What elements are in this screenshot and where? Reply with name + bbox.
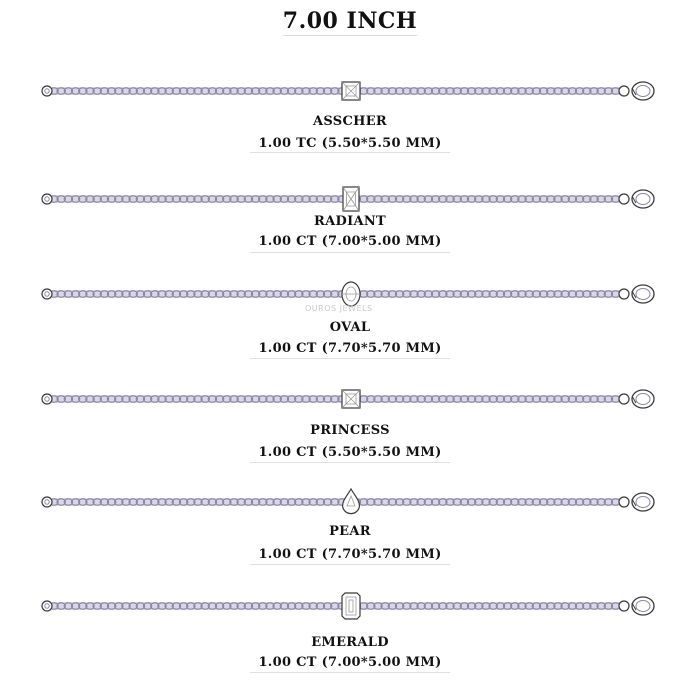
bracelet-spec: 1.00 CT (7.00*5.00 MM): [258, 655, 442, 670]
bracelet-spec: 1.00 CT (7.70*5.70 MM): [258, 341, 442, 356]
bracelet-chain: [40, 76, 660, 106]
pear-gem-icon: [343, 489, 360, 514]
oval-gem-icon: [342, 282, 360, 306]
bracelet-name: PEAR: [329, 524, 371, 539]
end-ring-icon: [42, 497, 52, 507]
radiant-gem-icon: [343, 187, 359, 211]
bracelet-row-princess: [0, 384, 700, 484]
end-ring-icon: [42, 86, 52, 96]
lobster-clasp-icon: [632, 82, 654, 100]
emerald-gem-icon: [342, 593, 360, 619]
spec-underline: [250, 152, 450, 153]
lobster-clasp-icon: [632, 190, 654, 208]
asscher-gem-icon: [342, 82, 360, 100]
princess-gem-icon: [342, 390, 360, 408]
title-underline: [283, 35, 417, 36]
bracelet-row-asscher: [0, 76, 700, 176]
spec-underline: [250, 462, 450, 463]
end-ring-icon: [42, 601, 52, 611]
end-ring-icon: [42, 194, 52, 204]
end-ring-icon: [42, 394, 52, 404]
bracelet-name: EMERALD: [311, 635, 389, 650]
bracelet-name: RADIANT: [314, 214, 386, 229]
bracelet-row-emerald: [0, 591, 700, 691]
bracelet-name: OVAL: [329, 320, 371, 335]
bracelet-spec: 1.00 CT (5.50*5.50 MM): [258, 445, 442, 460]
jump-ring-icon: [619, 194, 629, 204]
page-title: 7.00 INCH: [282, 8, 418, 34]
spec-underline: [250, 564, 450, 565]
bracelet-name: PRINCESS: [310, 423, 390, 438]
jump-ring-icon: [619, 394, 629, 404]
end-ring-icon: [42, 289, 52, 299]
bracelet-spec: 1.00 CT (7.70*5.70 MM): [258, 547, 442, 562]
bracelet-spec: 1.00 CT (7.00*5.00 MM): [258, 234, 442, 249]
jump-ring-icon: [619, 86, 629, 96]
watermark-text: OUROS JEWELS: [305, 304, 373, 313]
jump-ring-icon: [619, 497, 629, 507]
bracelet-chain: [40, 384, 660, 414]
bracelet-chain: [40, 184, 660, 214]
bracelet-row-radiant: [0, 184, 700, 284]
bracelet-chain: [40, 487, 660, 517]
spec-underline: [250, 358, 450, 359]
jump-ring-icon: [619, 289, 629, 299]
bracelet-row-pear: [0, 487, 700, 587]
lobster-clasp-icon: [632, 493, 654, 511]
bracelet-spec: 1.00 TC (5.50*5.50 MM): [258, 136, 442, 151]
bracelet-row-oval: [0, 279, 700, 379]
jump-ring-icon: [619, 601, 629, 611]
bracelet-chain: [40, 591, 660, 621]
spec-underline: [250, 252, 450, 253]
lobster-clasp-icon: [632, 390, 654, 408]
lobster-clasp-icon: [632, 597, 654, 615]
bracelet-name: ASSCHER: [312, 114, 388, 129]
spec-underline: [250, 672, 450, 673]
lobster-clasp-icon: [632, 285, 654, 303]
